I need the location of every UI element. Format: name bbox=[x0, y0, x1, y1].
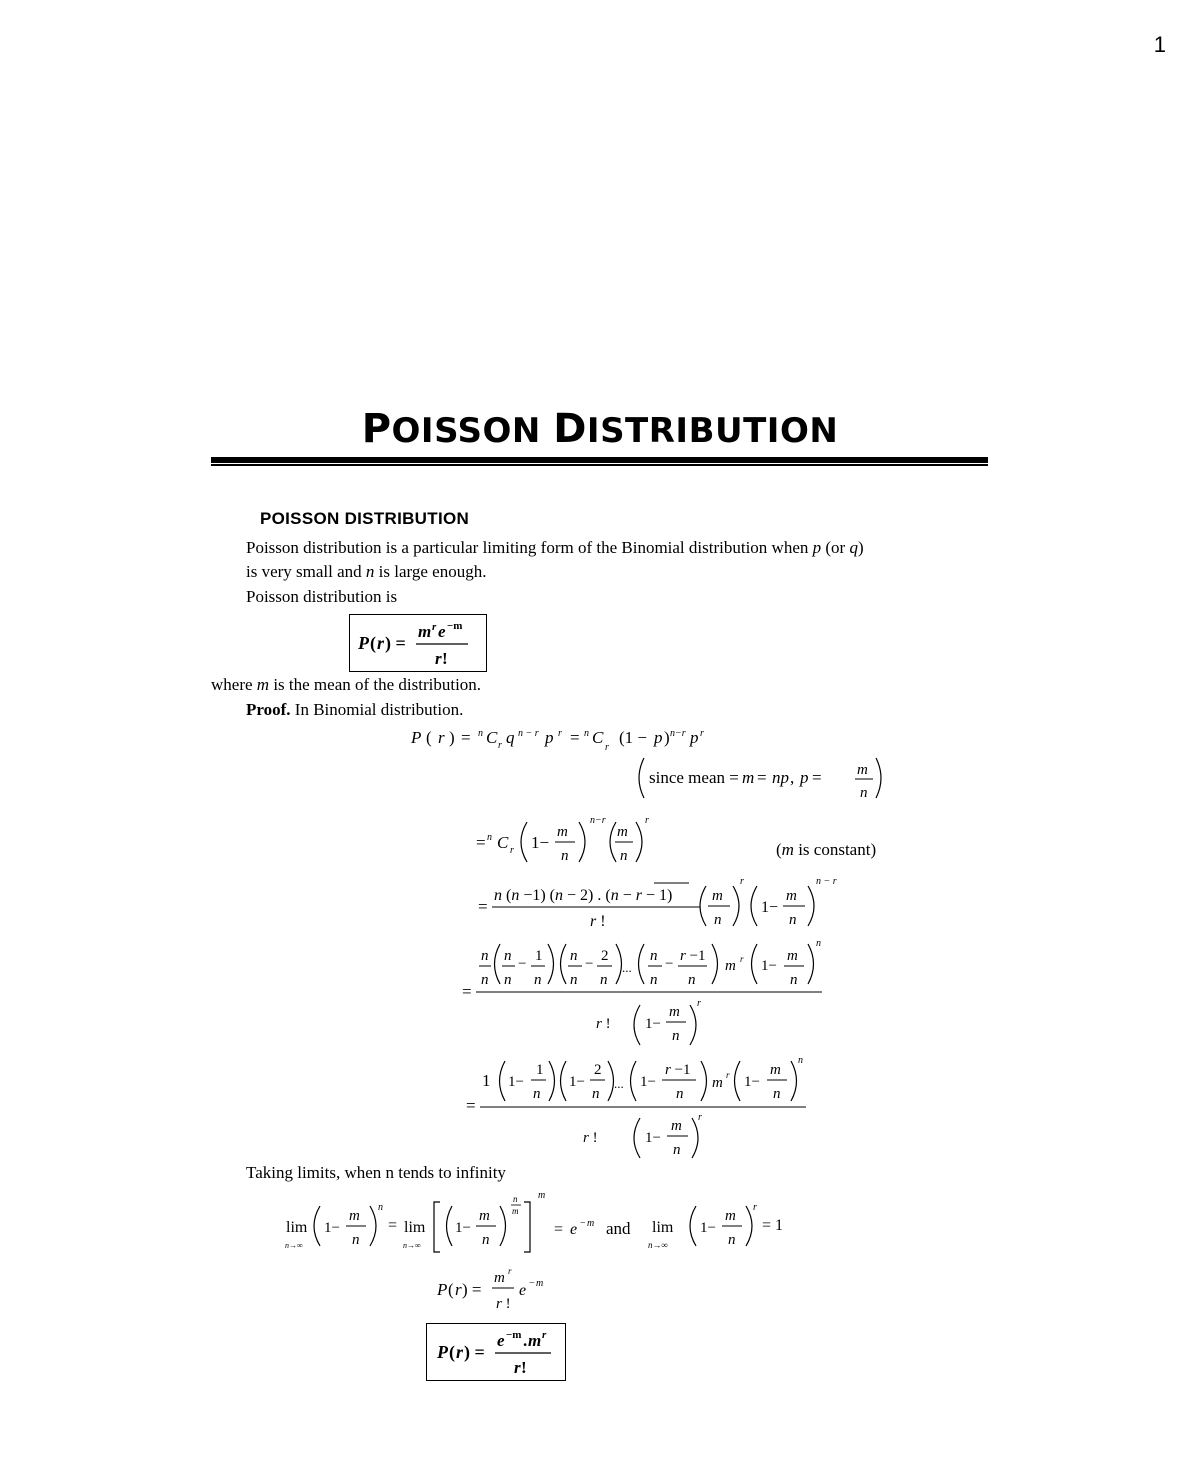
svg-text:1−: 1− bbox=[569, 1074, 585, 1090]
svg-text:=: = bbox=[554, 1221, 564, 1238]
svg-text:n: n bbox=[584, 728, 589, 739]
svg-text:n − r: n − r bbox=[816, 876, 837, 887]
svg-text:m: m bbox=[725, 1208, 736, 1224]
svg-text:m: m bbox=[712, 1075, 723, 1091]
svg-text:1−: 1− bbox=[700, 1220, 716, 1236]
svg-text:n−r: n−r bbox=[590, 815, 606, 826]
svg-text:n: n bbox=[714, 912, 722, 928]
svg-text:r: r bbox=[697, 998, 701, 1009]
svg-text:n: n bbox=[620, 848, 628, 864]
svg-text:=: = bbox=[478, 897, 488, 916]
svg-text:n: n bbox=[773, 1086, 781, 1102]
poisson-formula bbox=[350, 615, 486, 671]
svg-text:p: p bbox=[654, 728, 663, 747]
svg-text:n: n bbox=[592, 1086, 600, 1102]
svg-text:n − r: n − r bbox=[518, 728, 539, 739]
svg-text:r !: r ! bbox=[596, 1016, 611, 1032]
svg-text:C: C bbox=[497, 833, 509, 852]
final-formula bbox=[427, 1324, 565, 1380]
result-equation bbox=[436, 1266, 543, 1312]
svg-text:n: n bbox=[570, 972, 578, 988]
svg-text:r: r bbox=[510, 845, 514, 856]
svg-text:m: m bbox=[528, 1331, 542, 1350]
svg-text:m: m bbox=[857, 762, 868, 778]
svg-text:−: − bbox=[665, 956, 674, 972]
section-heading: POISSON DISTRIBUTION bbox=[260, 509, 470, 528]
svg-text:r: r bbox=[726, 1070, 730, 1080]
svg-text:n→∞: n→∞ bbox=[648, 1240, 668, 1250]
svg-text:(: ( bbox=[448, 1280, 454, 1299]
svg-text:r: r bbox=[508, 1266, 512, 1276]
svg-text:n: n bbox=[672, 1028, 680, 1044]
svg-text:r: r bbox=[700, 728, 704, 739]
svg-text:C: C bbox=[592, 728, 604, 747]
svg-text:): ) bbox=[664, 728, 670, 747]
svg-text:m: m bbox=[712, 888, 723, 904]
svg-text:−: − bbox=[580, 1218, 586, 1229]
svg-text:n: n bbox=[504, 948, 512, 964]
svg-text:...: ... bbox=[614, 1076, 624, 1091]
svg-text:np: np bbox=[772, 768, 789, 787]
svg-text:=: = bbox=[757, 768, 767, 787]
svg-text:m: m bbox=[587, 1218, 595, 1229]
svg-text:!: ! bbox=[442, 649, 448, 668]
svg-text:(: ( bbox=[370, 633, 376, 653]
svg-text:n (n −1) (n − 2) . (n − r − 1): n (n −1) (n − 2) . (n − r − 1) bbox=[494, 887, 673, 904]
svg-text:r !: r ! bbox=[583, 1130, 598, 1146]
svg-text:(m is constant): (m is constant) bbox=[776, 840, 877, 859]
svg-text:n: n bbox=[534, 972, 542, 988]
svg-text:r: r bbox=[456, 1342, 464, 1362]
svg-text:(: ( bbox=[449, 1342, 455, 1362]
svg-text:p: p bbox=[690, 728, 699, 747]
svg-text:p: p bbox=[800, 768, 809, 787]
svg-text:P: P bbox=[358, 633, 369, 653]
svg-text:n: n bbox=[504, 972, 512, 988]
since-mean-note bbox=[639, 758, 881, 801]
svg-text:r: r bbox=[740, 876, 744, 887]
svg-text:) =: ) = bbox=[462, 1280, 482, 1299]
svg-text:n: n bbox=[789, 912, 797, 928]
svg-text:= 1: = 1 bbox=[762, 1217, 784, 1234]
svg-text:n: n bbox=[728, 1232, 736, 1248]
svg-text:1−: 1− bbox=[645, 1130, 661, 1146]
step-1-equation bbox=[476, 815, 876, 864]
svg-text:r −1: r −1 bbox=[665, 1062, 691, 1078]
svg-text:n: n bbox=[478, 728, 483, 739]
svg-text:m: m bbox=[770, 1062, 781, 1078]
svg-text:) =: ) = bbox=[464, 1342, 485, 1362]
svg-text:m: m bbox=[494, 1270, 505, 1286]
where-text: where m is the mean of the distribution. bbox=[211, 675, 482, 694]
svg-text:r: r bbox=[605, 742, 609, 753]
step-3-equation bbox=[462, 938, 822, 1045]
svg-text:n: n bbox=[481, 972, 489, 988]
svg-text:n: n bbox=[561, 848, 569, 864]
svg-text:n: n bbox=[513, 1194, 518, 1204]
proof-line: Proof. In Binomial distribution. bbox=[246, 700, 464, 719]
svg-text:n: n bbox=[481, 948, 489, 964]
svg-text:m: m bbox=[671, 1118, 682, 1134]
svg-text:1: 1 bbox=[536, 1062, 544, 1078]
svg-text:1−: 1− bbox=[761, 958, 777, 974]
svg-text:p: p bbox=[545, 728, 554, 747]
svg-text:m: m bbox=[669, 1004, 680, 1020]
svg-text:m: m bbox=[479, 1208, 490, 1224]
svg-text:n: n bbox=[798, 1055, 803, 1066]
svg-text:P: P bbox=[437, 1342, 448, 1362]
svg-text:e: e bbox=[438, 622, 446, 641]
svg-text:m: m bbox=[349, 1208, 360, 1224]
svg-text:m: m bbox=[538, 1190, 546, 1201]
page-title: POISSON DISTRIBUTION bbox=[361, 406, 839, 452]
svg-text:n→∞: n→∞ bbox=[403, 1241, 421, 1250]
svg-text:n: n bbox=[482, 1232, 490, 1248]
svg-text:1: 1 bbox=[482, 1071, 491, 1090]
svg-text:n: n bbox=[378, 1202, 383, 1213]
svg-text:n: n bbox=[676, 1086, 684, 1102]
limit-equation bbox=[285, 1190, 783, 1252]
final-formula-box bbox=[426, 1323, 566, 1381]
svg-text:r !: r ! bbox=[496, 1296, 511, 1312]
svg-text:n: n bbox=[816, 938, 821, 949]
svg-text:(1 −: (1 − bbox=[619, 728, 647, 747]
svg-text:n: n bbox=[352, 1232, 360, 1248]
svg-text:m: m bbox=[786, 888, 797, 904]
svg-text:!: ! bbox=[521, 1358, 527, 1377]
title-rule-thick bbox=[211, 457, 988, 463]
svg-text:−m: −m bbox=[447, 620, 463, 632]
svg-text:2: 2 bbox=[601, 948, 609, 964]
svg-text:r: r bbox=[542, 1329, 547, 1341]
svg-text:lim: lim bbox=[652, 1219, 674, 1236]
svg-text:(: ( bbox=[426, 728, 432, 747]
binomial-equation bbox=[410, 728, 704, 753]
svg-text:C: C bbox=[486, 728, 498, 747]
svg-text:1−: 1− bbox=[508, 1074, 524, 1090]
svg-text:1−: 1− bbox=[324, 1220, 340, 1236]
svg-text:m: m bbox=[617, 824, 628, 840]
svg-text:m: m bbox=[512, 1206, 519, 1216]
step-4-equation bbox=[466, 1055, 806, 1158]
svg-text:=: = bbox=[812, 768, 822, 787]
svg-text:and: and bbox=[606, 1219, 631, 1238]
svg-text:1−: 1− bbox=[645, 1016, 661, 1032]
step-2-equation bbox=[478, 876, 837, 930]
svg-text:) =: ) = bbox=[385, 633, 406, 653]
svg-text:1−: 1− bbox=[531, 833, 550, 852]
svg-text:n: n bbox=[570, 948, 578, 964]
svg-text:m: m bbox=[725, 958, 736, 974]
svg-text:n: n bbox=[860, 785, 868, 801]
svg-text:r: r bbox=[514, 1358, 521, 1377]
svg-text:1−: 1− bbox=[761, 899, 779, 916]
page-number: 1 bbox=[1153, 32, 1166, 57]
svg-text:n: n bbox=[790, 972, 798, 988]
svg-text:P: P bbox=[411, 728, 422, 747]
svg-text:r: r bbox=[498, 740, 502, 751]
svg-text:e: e bbox=[519, 1282, 527, 1299]
intro-paragraph: Poisson distribution is a particular limiting form of the Binomial distribution when p (or q) is very small and n is large enough. bbox=[246, 538, 864, 581]
svg-text:−: − bbox=[585, 956, 594, 972]
svg-text:m: m bbox=[418, 622, 432, 641]
svg-text:r: r bbox=[645, 815, 649, 826]
svg-text:n−r: n−r bbox=[670, 728, 686, 739]
svg-text:r: r bbox=[438, 728, 445, 747]
svg-text:=: = bbox=[462, 982, 472, 1001]
svg-text:n: n bbox=[688, 972, 696, 988]
svg-text:.: . bbox=[523, 1331, 528, 1350]
svg-text:m: m bbox=[742, 768, 755, 787]
title-rule-thin bbox=[211, 464, 988, 466]
svg-text:r: r bbox=[698, 1112, 702, 1123]
svg-text:n: n bbox=[533, 1086, 541, 1102]
svg-text:m: m bbox=[557, 824, 568, 840]
svg-text:m: m bbox=[787, 948, 798, 964]
svg-text:2: 2 bbox=[594, 1062, 602, 1078]
svg-text:since mean =: since mean = bbox=[649, 768, 739, 787]
svg-text:m: m bbox=[536, 1278, 544, 1289]
svg-text:P: P bbox=[437, 1280, 448, 1299]
svg-text:n: n bbox=[487, 832, 492, 843]
svg-text:=: = bbox=[461, 728, 471, 747]
svg-text:r: r bbox=[455, 1280, 462, 1299]
svg-text:r: r bbox=[740, 954, 744, 964]
svg-text:r !: r ! bbox=[590, 913, 606, 930]
svg-text:lim: lim bbox=[286, 1219, 308, 1236]
svg-text:r: r bbox=[558, 728, 562, 739]
svg-text:1: 1 bbox=[535, 948, 543, 964]
svg-text:r: r bbox=[432, 621, 437, 633]
svg-text:lim: lim bbox=[404, 1219, 426, 1236]
svg-text:n: n bbox=[650, 948, 658, 964]
svg-text:1−: 1− bbox=[455, 1220, 471, 1236]
svg-text:n: n bbox=[673, 1142, 681, 1158]
svg-text:r −1: r −1 bbox=[680, 948, 706, 964]
svg-text:1−: 1− bbox=[640, 1074, 656, 1090]
svg-text:=: = bbox=[570, 728, 580, 747]
svg-text:,: , bbox=[790, 768, 795, 787]
svg-text:=: = bbox=[476, 833, 486, 852]
svg-text:n: n bbox=[600, 972, 608, 988]
svg-text:n→∞: n→∞ bbox=[285, 1241, 303, 1250]
svg-text:−: − bbox=[529, 1278, 535, 1289]
distribution-is-text: Poisson distribution is bbox=[246, 587, 398, 606]
svg-text:=: = bbox=[466, 1096, 476, 1115]
svg-text:r: r bbox=[435, 649, 442, 668]
svg-text:e: e bbox=[570, 1221, 578, 1238]
svg-text:=: = bbox=[388, 1217, 398, 1234]
svg-text:1−: 1− bbox=[744, 1074, 760, 1090]
svg-text:r: r bbox=[753, 1202, 757, 1213]
poisson-formula-box bbox=[349, 614, 487, 672]
svg-text:e: e bbox=[497, 1331, 505, 1350]
svg-text:−m: −m bbox=[506, 1329, 522, 1341]
svg-text:−: − bbox=[518, 956, 527, 972]
svg-text:r: r bbox=[377, 633, 385, 653]
taking-limits-text: Taking limits, when n tends to infinity bbox=[246, 1163, 506, 1182]
svg-text:...: ... bbox=[622, 960, 632, 975]
svg-text:n: n bbox=[650, 972, 658, 988]
svg-text:q: q bbox=[506, 728, 515, 747]
svg-text:): ) bbox=[449, 728, 455, 747]
